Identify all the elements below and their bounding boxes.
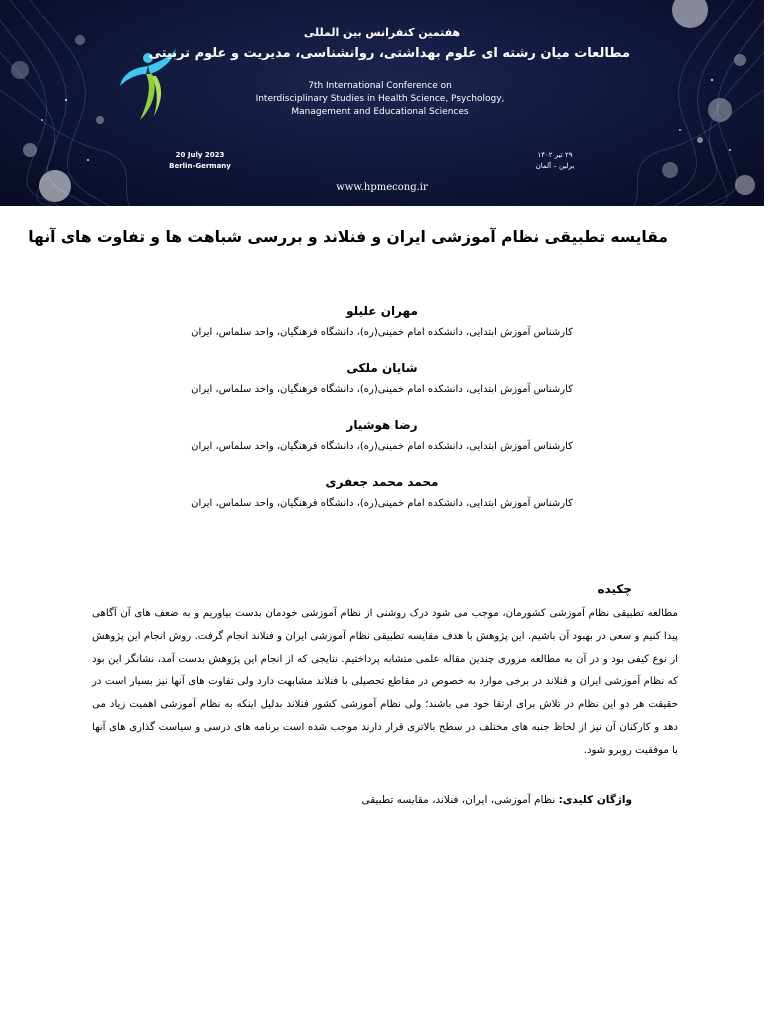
keywords-text: نظام آموزشی، ایران، فنلاند، مقایسه تطبیقی bbox=[361, 794, 559, 806]
date-en: 20 July 2023 bbox=[175, 151, 225, 159]
conference-title-fa: مطالعات میان رشته ای علوم بهداشتی، روانشناسی، مدیریت و علوم تربیتی bbox=[148, 46, 630, 61]
location-en: Berlin-Germany bbox=[169, 162, 231, 170]
author-affiliation: کارشناس آموزش ابتدایی، دانشکده امام خمینی(ره)، دانشگاه فرهنگیان، واحد سلماس، ایران bbox=[191, 384, 573, 395]
author-block bbox=[100, 302, 664, 342]
author-block bbox=[100, 473, 664, 513]
conference-title-en-line1: 7th International Conference on bbox=[308, 81, 452, 91]
author-affiliation: کارشناس آموزش ابتدایی، دانشکده امام خمینی(ره)، دانشگاه فرهنگیان، واحد سلماس، ایران bbox=[191, 327, 573, 338]
author-name: محمد محمد جعفری bbox=[325, 475, 439, 489]
conference-edition-fa: هفتمین کنفرانس بین المللی bbox=[303, 26, 461, 39]
conference-title-en bbox=[210, 80, 550, 119]
article-title: مقایسه تطبیقی نظام آموزشی ایران و فنلاند و بررسی شباهت ها و تفاوت های آنها bbox=[28, 228, 668, 246]
author-name: رضا هوشیار bbox=[346, 418, 418, 432]
keywords-line bbox=[200, 794, 632, 806]
conference-title-en-line2: Interdisciplinary Studies in Health Science, Psychology, bbox=[255, 94, 505, 104]
abstract-heading: چکیده bbox=[597, 582, 632, 596]
conference-title-en-line3: Management and Educational Sciences bbox=[291, 107, 469, 117]
date-fa: ۲۹ تیر ۱۴۰۲ bbox=[537, 151, 573, 159]
author-block bbox=[100, 359, 664, 399]
author-name: مهران علیلو bbox=[346, 304, 418, 318]
location-fa: برلین – آلمان bbox=[535, 162, 575, 170]
author-affiliation: کارشناس آموزش ابتدایی، دانشکده امام خمینی(ره)، دانشگاه فرهنگیان، واحد سلماس، ایران bbox=[191, 441, 573, 452]
conference-banner bbox=[0, 0, 764, 206]
author-affiliation: کارشناس آموزش ابتدایی، دانشکده امام خمینی(ره)، دانشگاه فرهنگیان، واحد سلماس، ایران bbox=[191, 498, 573, 509]
abstract-body: مطالعه تطبیقی نظام آموزشی کشورمان، موجب می شود درک روشنی از نظام آموزشی خودمان بدست بیاوریم و به ضعف های آن آگاهی پیدا کنیم و سعی در بهبود آن باشیم. این پژوهش با هدف مقایسه تطبیقی نظام آموزشی ایران و فنلاند انجام گرفت. روش انجام این پژوهش از نوع کیفی بود و در آن به مطالعه مروری چندین مقاله علمی متشابه پرداختیم. نتایجی که از انجام این پژوهش بدست آمد، نشانگر این بود که نظام آموزشی ایران و فنلاند در برخی موارد به خصوص در مقاطع تحصیلی با فنلاند مشابهت دارد ولی تفاوت های آنها نیز بسیار است در حقیقت هر دو این نظام در تلاش برای ارتقا خود می باشند؛ ولی نظام آموزشی کشور فنلاند بدلیل اینکه به نظام آموزشی اهمیت زیاد می دهد و کارکنان آن نیز از لحاظ جنبه های مختلف در سطح بالاتری قرار دارند موجب شده است برنامه های درسی و سیاست گذاری های آنها با موفقیت روبرو شود. bbox=[92, 608, 678, 756]
conference-date-en bbox=[150, 150, 250, 172]
author-block bbox=[100, 416, 664, 456]
conference-date-fa bbox=[505, 150, 605, 172]
keywords-label: واژگان کلیدی: bbox=[558, 794, 632, 806]
conference-website: www.hpmecong.ir bbox=[336, 182, 428, 193]
author-name: شایان ملکی bbox=[346, 361, 418, 375]
